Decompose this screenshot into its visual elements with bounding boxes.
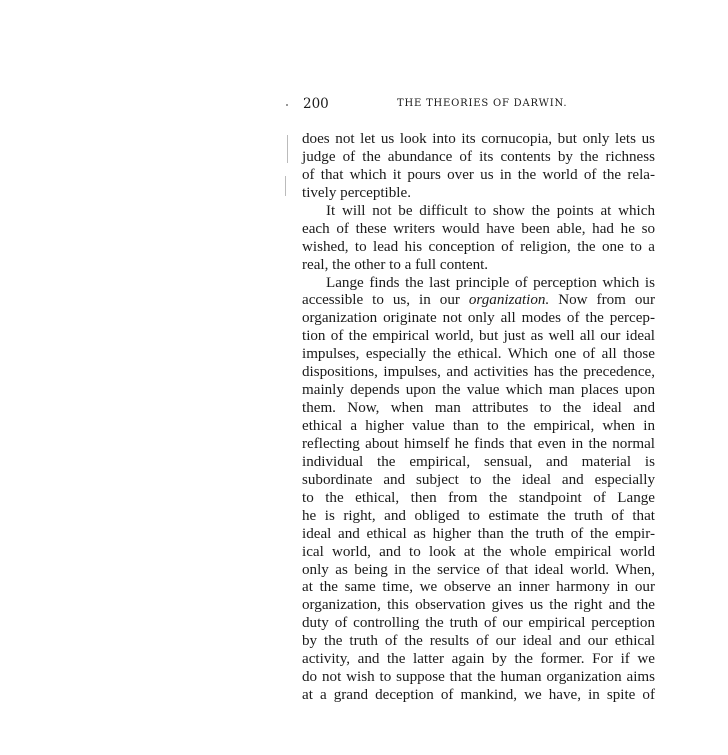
text-line: of that which it pours over us in the world of the rela-	[302, 166, 655, 183]
text-segment: Now from our	[549, 292, 655, 309]
text-line: at the same time, we observe an inner harmony in our	[302, 579, 655, 596]
body-text	[302, 131, 655, 705]
text-line: real, the other to a full content.	[302, 256, 489, 273]
text-line: wished, to lead his conception of religion, the one to a	[302, 238, 655, 255]
text-line: ethical a higher value than to the empirical, when in	[302, 418, 655, 434]
text-line: at a grand deception of mankind, we have, in spite of	[302, 687, 655, 704]
text-line: impulses, especially the ethical. Which one of all those	[302, 346, 655, 363]
text-line: each of these writers would have been able, had he so	[302, 220, 655, 237]
text-line: subordinate and subject to the ideal and especially	[302, 471, 655, 488]
text-line: them. Now, when man attributes to the ideal and	[302, 400, 655, 417]
text-line: judge of the abundance of its contents by the richness	[302, 148, 655, 165]
scan-speck	[286, 104, 288, 106]
text-line: ideal and ethical as higher than the truth of the empir-	[302, 525, 655, 542]
text-line: Lange finds the last principle of perception which is	[326, 274, 655, 291]
text-line: organization originate not only all modes of the percep-	[302, 310, 655, 327]
text-line: he is right, and obliged to estimate the truth of that	[302, 507, 655, 524]
page-number: 200	[303, 96, 329, 112]
text-line: do not wish to suppose that the human organization aims	[302, 669, 655, 686]
italic-term: organization.	[468, 292, 550, 309]
text-line: tion of the empirical world, but just as well all our ideal	[302, 328, 655, 345]
margin-mark	[287, 135, 288, 163]
running-title: THE THEORIES OF DARWIN.	[397, 98, 568, 109]
text-line: duty of controlling the truth of our empirical perception	[302, 615, 655, 632]
text-line: does not let us look into its cornucopia, but only lets us	[302, 131, 655, 147]
text-line: individual the empirical, sensual, and material is	[302, 453, 655, 470]
text-line: ical world, and to look at the whole empirical world	[302, 543, 655, 560]
text-line: mainly depends upon the value which man places upon	[302, 382, 655, 399]
text-line: by the truth of the results of our ideal and our ethical	[302, 633, 655, 650]
text-line: reflecting about himself he finds that even in the normal	[302, 435, 655, 452]
text-line: dispositions, impulses, and activities has the precedence,	[302, 364, 655, 381]
text-line	[302, 292, 655, 310]
text-line: activity, and the latter again by the former. For if we	[302, 651, 655, 668]
text-line: organization, this observation gives us the right and the	[302, 597, 655, 614]
text-line: to the ethical, then from the standpoint of Lange	[302, 489, 655, 506]
text-line: It will not be difficult to show the points at which	[326, 202, 655, 219]
page-header	[303, 96, 655, 114]
margin-mark	[285, 176, 286, 196]
text-segment: accessible to us, in our	[302, 292, 469, 309]
text-line: only as being in the service of that ideal world. When,	[302, 561, 655, 578]
text-line: tively perceptible.	[302, 184, 411, 201]
